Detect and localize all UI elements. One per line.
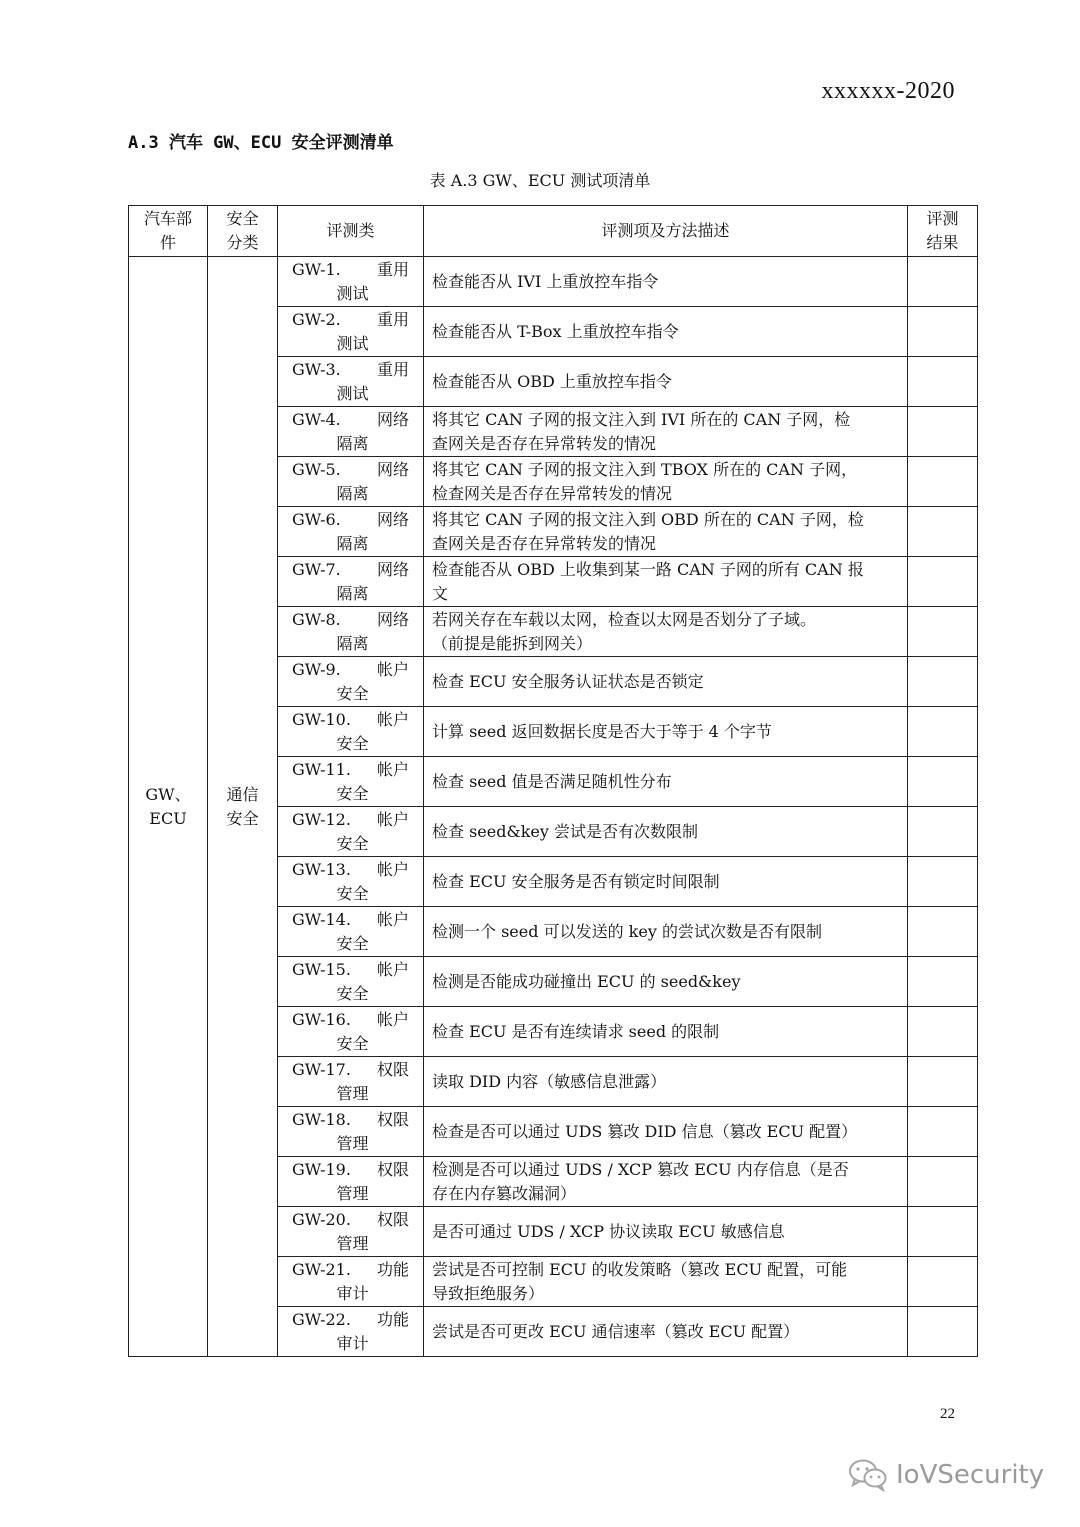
category-name-part: 帐户	[376, 659, 409, 679]
description-line: 导致拒绝服务）	[432, 1283, 545, 1303]
watermark-text: IoVSecurity	[896, 1460, 1045, 1490]
category-name-part: 安全	[336, 733, 369, 753]
result-cell	[908, 1157, 978, 1207]
category-name-part: 网络	[376, 409, 409, 429]
category-name-part: 安全	[336, 933, 369, 953]
category-name-part: 重用	[376, 259, 409, 279]
category-name-part: 网络	[376, 559, 409, 579]
header-security-class-line: 安全	[226, 209, 259, 228]
description-line: 将其它 CAN 子网的报文注入到 OBD 所在的 CAN 子网，检	[432, 509, 864, 529]
category-cell	[278, 357, 424, 407]
section-title: A.3 汽车 GW、ECU 安全评测清单	[128, 133, 394, 153]
part-line: ECU	[149, 808, 187, 828]
category-cell	[278, 907, 424, 957]
item-id: GW-1.	[292, 259, 341, 279]
category-name-part: 审计	[336, 1283, 369, 1303]
category-cell	[278, 1057, 424, 1107]
description-line: 检查 ECU 是否有连续请求 seed 的限制	[432, 1021, 720, 1041]
category-line-1	[292, 708, 409, 732]
item-id: GW-21.	[292, 1259, 351, 1279]
category-name-part: 权限	[376, 1109, 409, 1129]
description-line: 是否可通过 UDS / XCP 协议读取 ECU 敏感信息	[432, 1221, 785, 1241]
item-id: GW-10.	[292, 709, 351, 729]
item-id: GW-14.	[292, 909, 351, 929]
category-cell	[278, 857, 424, 907]
item-id: GW-16.	[292, 1009, 351, 1029]
description-cell	[424, 907, 908, 957]
category-line-1	[292, 558, 409, 582]
header-result-line: 评测	[926, 209, 959, 228]
description-cell	[424, 557, 908, 607]
item-id: GW-12.	[292, 809, 351, 829]
category-name-part: 帐户	[376, 859, 409, 879]
category-cell	[278, 657, 424, 707]
category-cell	[278, 707, 424, 757]
page-number: 22	[940, 1406, 955, 1422]
category-name-part: 隔离	[336, 583, 369, 603]
header-category: 评测类	[278, 206, 424, 257]
category-name-part: 测试	[336, 333, 369, 353]
header-result-line: 结果	[926, 233, 959, 252]
table-row	[129, 257, 978, 307]
category-line-1	[292, 408, 409, 432]
result-cell	[908, 957, 978, 1007]
category-line-1	[292, 808, 409, 832]
result-cell	[908, 657, 978, 707]
description-cell	[424, 707, 908, 757]
item-id: GW-17.	[292, 1059, 351, 1079]
result-cell	[908, 257, 978, 307]
category-name-part: 审计	[336, 1333, 369, 1353]
category-name-part: 安全	[336, 883, 369, 903]
description-line: 读取 DID 内容（敏感信息泄露）	[432, 1071, 667, 1091]
description-cell	[424, 657, 908, 707]
description-line: 文	[432, 583, 449, 603]
category-cell	[278, 1157, 424, 1207]
item-id: GW-20.	[292, 1209, 351, 1229]
description-cell	[424, 457, 908, 507]
description-cell	[424, 607, 908, 657]
category-name-part: 安全	[336, 983, 369, 1003]
description-line: 检查能否从 OBD 上重放控车指令	[432, 371, 672, 391]
description-cell	[424, 807, 908, 857]
security-class-line: 安全	[226, 808, 259, 828]
description-cell	[424, 407, 908, 457]
description-line: 检查 seed&key 尝试是否有次数限制	[432, 821, 699, 841]
header-part-line: 件	[159, 233, 176, 252]
table-header-row	[129, 206, 978, 257]
description-cell	[424, 307, 908, 357]
result-cell	[908, 357, 978, 407]
result-cell	[908, 1207, 978, 1257]
result-cell	[908, 1057, 978, 1107]
item-id: GW-13.	[292, 859, 351, 879]
category-name-part: 帐户	[376, 759, 409, 779]
description-line: 存在内存篡改漏洞）	[432, 1183, 577, 1203]
part-line: GW、	[145, 784, 191, 804]
item-id: GW-5.	[292, 459, 341, 479]
category-name-part: 网络	[376, 609, 409, 629]
result-cell	[908, 457, 978, 507]
category-line-1	[292, 1158, 409, 1182]
description-line: 检查能否从 OBD 上收集到某一路 CAN 子网的所有 CAN 报	[432, 559, 864, 579]
category-cell	[278, 1307, 424, 1357]
category-line-1	[292, 958, 409, 982]
description-cell	[424, 1207, 908, 1257]
description-line: 检查 ECU 安全服务认证状态是否锁定	[432, 671, 704, 691]
result-cell	[908, 857, 978, 907]
description-line: 检查 seed 值是否满足随机性分布	[432, 771, 672, 791]
category-name-part: 帐户	[376, 959, 409, 979]
category-cell	[278, 757, 424, 807]
category-cell	[278, 557, 424, 607]
category-cell	[278, 257, 424, 307]
description-cell	[424, 1007, 908, 1057]
category-name-part: 测试	[336, 383, 369, 403]
category-name-part: 隔离	[336, 433, 369, 453]
result-cell	[908, 1007, 978, 1057]
item-id: GW-3.	[292, 359, 341, 379]
category-name-part: 权限	[376, 1059, 409, 1079]
description-cell	[424, 1257, 908, 1307]
result-cell	[908, 1307, 978, 1357]
category-name-part: 帐户	[376, 809, 409, 829]
category-name-part: 管理	[336, 1183, 369, 1203]
category-name-part: 网络	[376, 459, 409, 479]
description-line: 检测是否能成功碰撞出 ECU 的 seed&key	[432, 971, 741, 991]
category-name-part: 隔离	[336, 483, 369, 503]
category-name-part: 测试	[336, 283, 369, 303]
item-id: GW-4.	[292, 409, 341, 429]
category-line-1	[292, 1308, 409, 1332]
description-line: 将其它 CAN 子网的报文注入到 IVI 所在的 CAN 子网，检	[432, 409, 851, 429]
description-cell	[424, 357, 908, 407]
header-security-class-line: 分类	[226, 233, 259, 252]
category-name-part: 帐户	[376, 709, 409, 729]
category-line-1	[292, 608, 409, 632]
category-name-part: 管理	[336, 1133, 369, 1153]
description-line: 检查网关是否存在异常转发的情况	[432, 483, 673, 503]
category-name-part: 隔离	[336, 533, 369, 553]
category-name-part: 权限	[376, 1159, 409, 1179]
category-line-1	[292, 1258, 409, 1282]
item-id: GW-18.	[292, 1109, 351, 1129]
result-cell	[908, 1257, 978, 1307]
header-result	[908, 206, 978, 257]
category-line-1	[292, 758, 409, 782]
security-class-line: 通信	[226, 784, 259, 804]
category-line-1	[292, 1208, 409, 1232]
table-body	[129, 257, 978, 1357]
category-name-part: 重用	[376, 359, 409, 379]
category-cell	[278, 1207, 424, 1257]
description-cell	[424, 1157, 908, 1207]
description-cell	[424, 757, 908, 807]
security-class-cell	[208, 257, 278, 1357]
category-name-part: 功能	[376, 1309, 409, 1329]
description-line: 计算 seed 返回数据长度是否大于等于 4 个字节	[432, 721, 772, 741]
category-cell	[278, 457, 424, 507]
category-cell	[278, 1107, 424, 1157]
category-line-1	[292, 258, 409, 282]
category-name-part: 安全	[336, 1033, 369, 1053]
category-name-part: 安全	[336, 833, 369, 853]
item-id: GW-9.	[292, 659, 341, 679]
result-cell	[908, 1107, 978, 1157]
category-line-1	[292, 1108, 409, 1132]
category-name-part: 功能	[376, 1259, 409, 1279]
description-cell	[424, 507, 908, 557]
result-cell	[908, 507, 978, 557]
description-line: 将其它 CAN 子网的报文注入到 TBOX 所在的 CAN 子网，	[432, 459, 858, 479]
category-line-1	[292, 1008, 409, 1032]
category-line-1	[292, 858, 409, 882]
result-cell	[908, 307, 978, 357]
category-cell	[278, 1257, 424, 1307]
category-name-part: 网络	[376, 509, 409, 529]
description-line: 查网关是否存在异常转发的情况	[432, 533, 657, 553]
item-id: GW-19.	[292, 1159, 351, 1179]
item-id: GW-8.	[292, 609, 341, 629]
description-cell	[424, 1107, 908, 1157]
header-description: 评测项及方法描述	[424, 206, 908, 257]
description-line: 检查能否从 T-Box 上重放控车指令	[432, 321, 679, 341]
description-cell	[424, 1307, 908, 1357]
description-line: 检查能否从 IVI 上重放控车指令	[432, 271, 659, 291]
description-line: 检查是否可以通过 UDS 篡改 DID 信息（篡改 ECU 配置）	[432, 1121, 858, 1141]
item-id: GW-22.	[292, 1309, 351, 1329]
category-name-part: 安全	[336, 783, 369, 803]
category-line-1	[292, 308, 409, 332]
description-line: 检测是否可以通过 UDS / XCP 篡改 ECU 内存信息（是否	[432, 1159, 849, 1179]
description-line: （前提是能拆到网关）	[432, 633, 593, 653]
result-cell	[908, 607, 978, 657]
result-cell	[908, 807, 978, 857]
result-cell	[908, 707, 978, 757]
description-line: 检查 ECU 安全服务是否有锁定时间限制	[432, 871, 720, 891]
item-id: GW-7.	[292, 559, 341, 579]
category-cell	[278, 1007, 424, 1057]
part-cell	[129, 257, 208, 1357]
category-cell	[278, 957, 424, 1007]
category-line-1	[292, 908, 409, 932]
description-line: 查网关是否存在异常转发的情况	[432, 433, 657, 453]
category-line-1	[292, 1058, 409, 1082]
description-cell	[424, 957, 908, 1007]
category-cell	[278, 507, 424, 557]
description-cell	[424, 857, 908, 907]
category-name-part: 安全	[336, 683, 369, 703]
result-cell	[908, 557, 978, 607]
description-line: 若网关存在车载以太网，检查以太网是否划分了子域。	[432, 609, 817, 629]
category-name-part: 隔离	[336, 633, 369, 653]
result-cell	[908, 757, 978, 807]
item-id: GW-6.	[292, 509, 341, 529]
category-name-part: 管理	[336, 1233, 369, 1253]
category-cell	[278, 407, 424, 457]
category-name-part: 权限	[376, 1209, 409, 1229]
category-line-1	[292, 508, 409, 532]
header-part	[129, 206, 208, 257]
description-cell	[424, 257, 908, 307]
result-cell	[908, 407, 978, 457]
category-name-part: 帐户	[376, 909, 409, 929]
header-security-class	[208, 206, 278, 257]
item-id: GW-11.	[292, 759, 351, 779]
description-line: 尝试是否可控制 ECU 的收发策略（篡改 ECU 配置，可能	[432, 1259, 848, 1279]
description-line: 尝试是否可更改 ECU 通信速率（篡改 ECU 配置）	[432, 1321, 800, 1341]
category-cell	[278, 607, 424, 657]
result-cell	[908, 907, 978, 957]
description-cell	[424, 1057, 908, 1107]
category-cell	[278, 307, 424, 357]
test-items-table	[128, 205, 978, 1357]
item-id: GW-2.	[292, 309, 341, 329]
watermark	[848, 1458, 1044, 1492]
wechat-icon	[848, 1458, 888, 1492]
item-id: GW-15.	[292, 959, 351, 979]
description-line: 检测一个 seed 可以发送的 key 的尝试次数是否有限制	[432, 921, 822, 941]
category-line-1	[292, 458, 409, 482]
category-name-part: 帐户	[376, 1009, 409, 1029]
document-code: xxxxxx-2020	[821, 78, 955, 104]
category-cell	[278, 807, 424, 857]
category-name-part: 管理	[336, 1083, 369, 1103]
category-line-1	[292, 358, 409, 382]
table-caption: 表 A.3 GW、ECU 测试项清单	[429, 171, 651, 190]
category-line-1	[292, 658, 409, 682]
category-name-part: 重用	[376, 309, 409, 329]
header-part-line: 汽车部	[143, 209, 192, 228]
